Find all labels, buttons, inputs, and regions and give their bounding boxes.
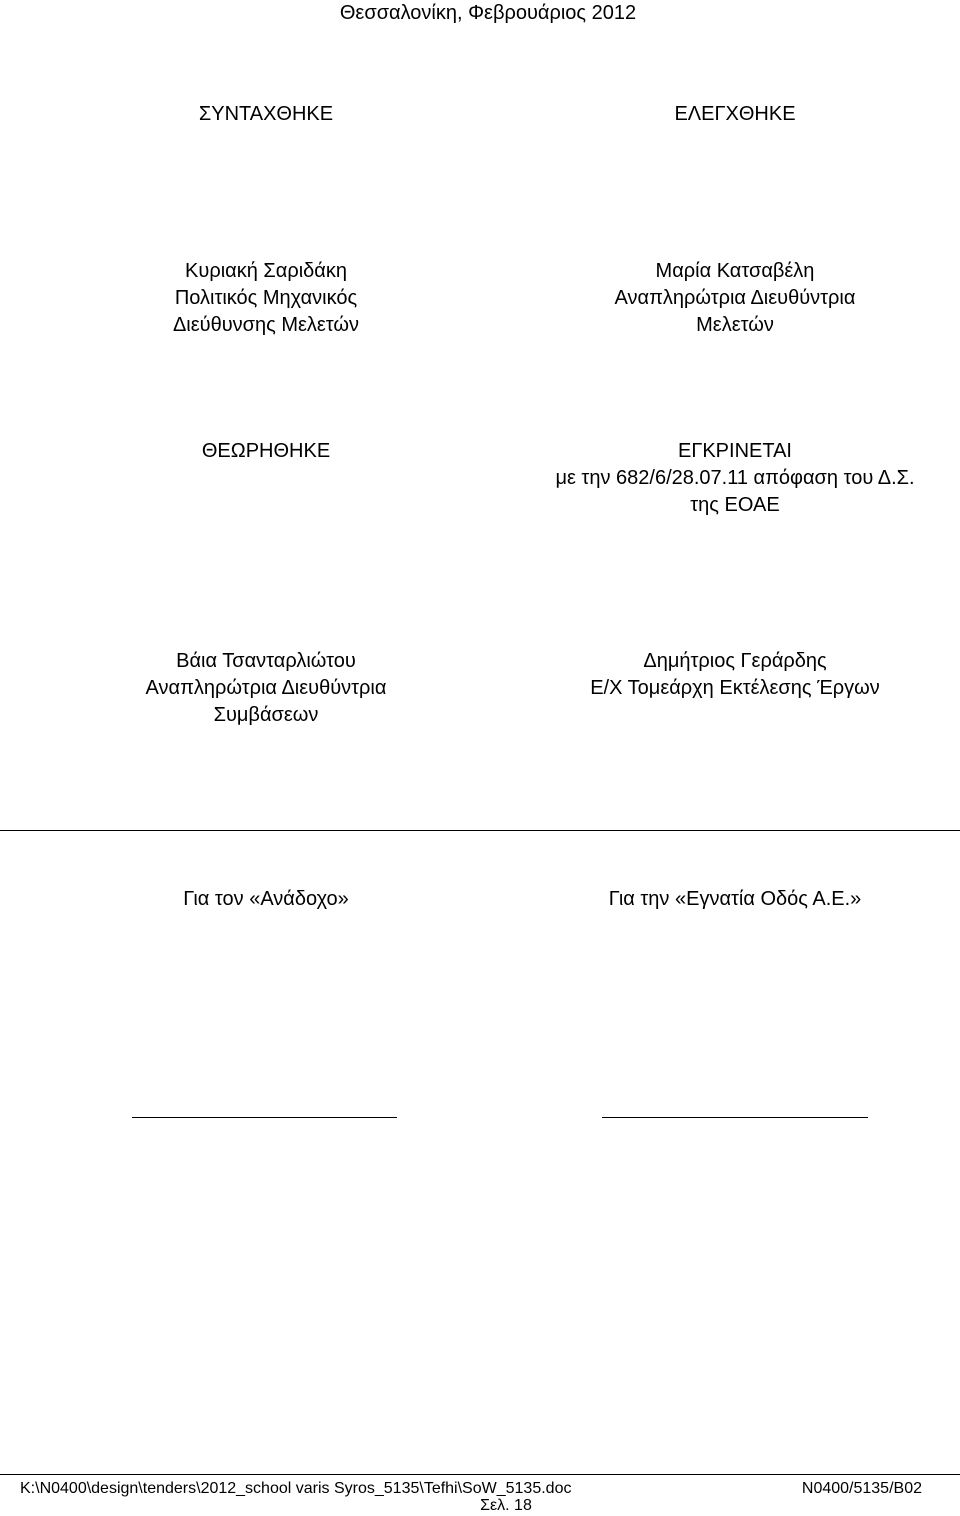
checked-by-department: Μελετών bbox=[696, 314, 774, 336]
approved-block bbox=[545, 438, 925, 519]
approved-by-title: Ε/Χ Τομεάρχη Εκτέλεσης Έργων bbox=[590, 677, 880, 699]
footer-doc-code: N0400/5135/B02 bbox=[801, 1480, 922, 1497]
approval-decision: με την 682/6/28.07.11 απόφαση του Δ.Σ. bbox=[555, 467, 915, 489]
compiled-by-block bbox=[76, 258, 456, 339]
approved-label: ΕΓΚΡΙΝΕΤΑΙ bbox=[677, 440, 792, 462]
compiled-label: ΣΥΝΤΑΧΘΗΚΕ bbox=[198, 103, 334, 125]
client-signature-line bbox=[602, 1117, 868, 1118]
checked-by-block bbox=[545, 258, 925, 339]
approval-organization: της ΕΟΑΕ bbox=[690, 494, 780, 516]
reviewed-by-department: Συμβάσεων bbox=[213, 704, 319, 726]
reviewed-by-name: Βάια Τσανταρλιώτου bbox=[176, 650, 356, 672]
checked-label: ΕΛΕΓΧΘΗΚΕ bbox=[674, 103, 796, 125]
footer-page-number: Σελ. 18 bbox=[480, 1497, 532, 1514]
checked-by-title: Αναπληρώτρια Διευθύντρια bbox=[614, 287, 856, 309]
compiled-by-title: Πολιτικός Μηχανικός bbox=[174, 287, 358, 309]
reviewed-by-block bbox=[76, 648, 456, 729]
contractor-label: Για τον «Ανάδοχο» bbox=[183, 888, 349, 910]
contractor-signature-line bbox=[132, 1117, 397, 1118]
footer-file-path: K:\N0400\design\tenders\2012_school varis Syros_5135\Tefhi\SoW_5135.doc bbox=[20, 1480, 572, 1497]
section-divider bbox=[0, 830, 960, 831]
client-label: Για την «Εγνατία Οδός Α.Ε.» bbox=[608, 888, 862, 910]
footer-divider bbox=[0, 1474, 960, 1475]
approved-by-name: Δημήτριος Γεράρδης bbox=[643, 650, 827, 672]
compiled-by-name: Κυριακή Σαριδάκη bbox=[185, 260, 347, 282]
approved-by-block bbox=[545, 648, 925, 702]
reviewed-by-title: Αναπληρώτρια Διευθύντρια bbox=[145, 677, 387, 699]
place-date: Θεσσαλονίκη, Φεβρουάριος 2012 bbox=[339, 2, 637, 24]
checked-by-name: Μαρία Κατσαβέλη bbox=[655, 260, 815, 282]
compiled-by-department: Διεύθυνσης Μελετών bbox=[172, 314, 360, 336]
reviewed-label: ΘΕΩΡΗΘΗΚΕ bbox=[201, 440, 331, 462]
